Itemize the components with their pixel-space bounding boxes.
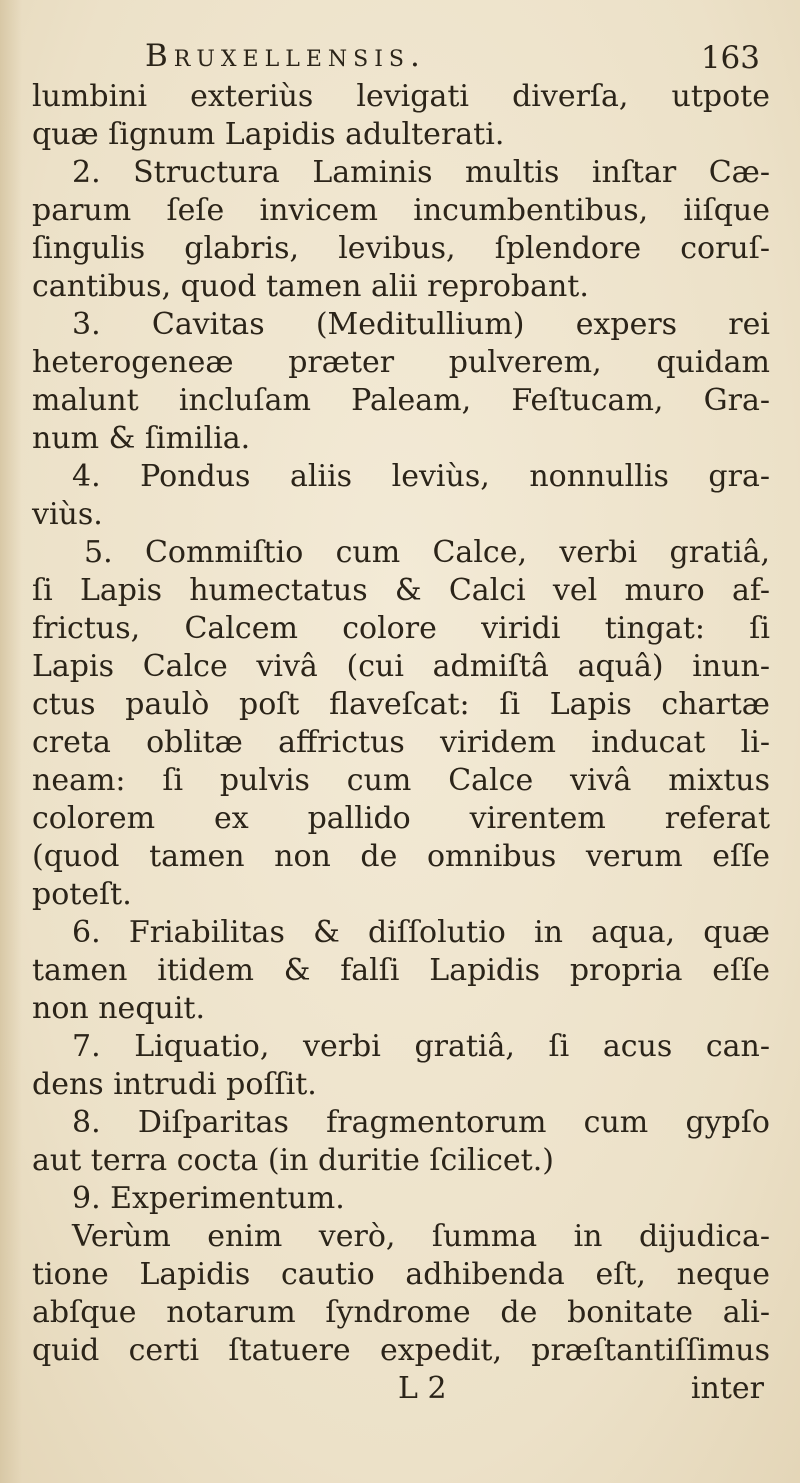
page-header — [145, 38, 760, 82]
text-line: tamen itidem & falſi Lapidis propria eſſe — [32, 953, 770, 988]
text-line: aut terra cocta (in duritie ſcilicet.) — [32, 1143, 554, 1178]
text-line: parum ſeſe invicem incumbentibus, iiſque — [32, 193, 770, 228]
text-line: (quod tamen non de omnibus verum eſſe — [32, 839, 770, 874]
text-line: poteſt. — [32, 877, 132, 912]
text-line: quæ ſignum Lapidis adulterati. — [32, 117, 505, 152]
text-line: cantibus, quod tamen alii reprobant. — [32, 269, 589, 304]
text-line: dens intrudi poſſit. — [32, 1067, 317, 1102]
text-line: 4. Pondus aliis leviùs, nonnullis gra- — [72, 459, 770, 494]
text-line: malunt incluſam Paleam, Feſtucam, Gra- — [32, 383, 770, 418]
text-line: colorem ex pallido virentem referat — [32, 801, 770, 836]
text-line: quid certi ſtatuere expedit, præſtantiſſimus — [32, 1333, 770, 1368]
page-number: 163 — [700, 40, 760, 76]
text-line: viùs. — [32, 497, 103, 532]
text-line: abſque notarum ſyndrome de bonitate ali- — [32, 1295, 770, 1330]
text-line: ſingulis glabris, levibus, ſplendore coruſ- — [32, 231, 770, 266]
body-text — [32, 78, 770, 1408]
catchword: inter — [690, 1371, 764, 1406]
running-title: Bruxellensis. — [145, 38, 426, 74]
text-line: 6. Friabilitas & diſſolutio in aqua, quæ — [72, 915, 770, 950]
text-line: neam: ſi pulvis cum Calce vivâ mixtus — [32, 763, 770, 798]
text-line: Verùm enim verò, ſumma in dijudica- — [72, 1219, 770, 1254]
text-line: 2. Structura Laminis multis inſtar Cæ- — [72, 155, 770, 190]
page-footer — [32, 1370, 770, 1408]
text-line: 8. Diſparitas fragmentorum cum gypſo — [72, 1105, 770, 1140]
text-line: tione Lapidis cautio adhibenda eſt, neque — [32, 1257, 770, 1292]
text-line: creta oblitæ affrictus viridem inducat li- — [32, 725, 770, 760]
text-line: num & ſimilia. — [32, 421, 251, 456]
text-line: frictus, Calcem colore viridi tingat: ſi — [32, 611, 770, 646]
text-line: Lapis Calce vivâ (cui admiſtâ aquâ) inun- — [32, 649, 770, 684]
text-line: 7. Liquatio, verbi gratiâ, ſi acus can- — [72, 1029, 770, 1064]
text-line: 5. Commiſtio cum Calce, verbi gratiâ, — [84, 535, 770, 570]
text-line: lumbini exteriùs levigati diverſa, utpote — [32, 79, 770, 114]
text-line: non nequit. — [32, 991, 206, 1026]
text-line: heterogeneæ præter pulverem, quidam — [32, 345, 770, 380]
signature-mark: L 2 — [398, 1371, 447, 1406]
text-line: ctus paulò poſt flaveſcat: ſi Lapis chartæ — [32, 687, 770, 722]
text-line: 3. Cavitas (Meditullium) expers rei — [72, 307, 770, 342]
text-line: ſi Lapis humectatus & Calci vel muro af- — [32, 573, 770, 608]
text-line: 9. Experimentum. — [72, 1181, 345, 1216]
